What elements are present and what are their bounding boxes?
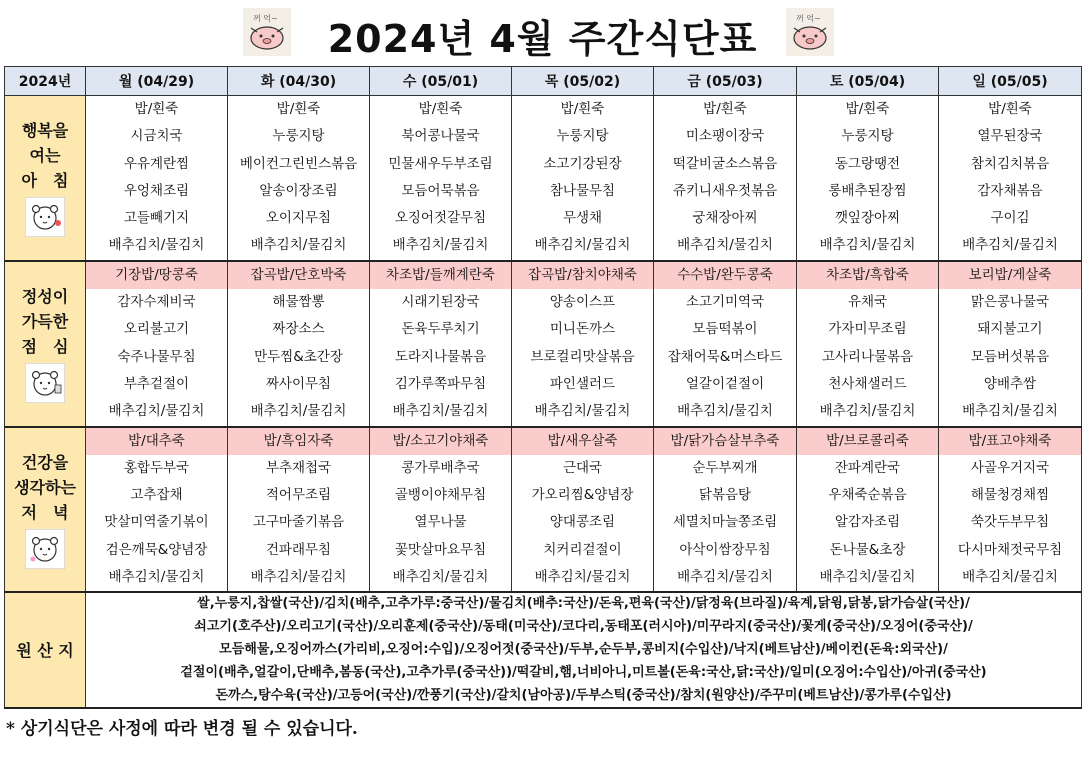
meal-main-item: 밥/새우살죽	[512, 428, 653, 455]
meal-main-item: 잡곡밥/단호박죽	[228, 262, 369, 289]
day-header: 화 (04/30)	[228, 67, 370, 96]
day-cell	[512, 427, 654, 593]
meal-item: 무생채	[562, 210, 603, 227]
meal-label-breakfast: 행복을 여는 아 침	[5, 96, 86, 261]
meal-item: 미니돈까스	[549, 321, 616, 338]
pig-mascot-icon	[786, 8, 834, 56]
origin-line: 겉절이(배추,얼갈이,단배추,봄동(국산),고추가루(중국산))/떡갈비,햄,너비아니,미트볼(돈육:국산,닭:국산)/일미(오징어:수입산)/아귀(중국산)	[180, 664, 987, 680]
meal-item: 배추김치/물김치	[677, 569, 773, 586]
meal-item: 고사리나물볶음	[821, 348, 914, 365]
meal-item: 롱배추된장찜	[828, 182, 907, 199]
meal-item: 배추김치/물김치	[534, 403, 631, 420]
day-cell	[939, 427, 1082, 593]
meal-item: 맑은콩나물국	[970, 294, 1050, 311]
meal-item: 시금치국	[130, 128, 183, 145]
day-cell	[654, 427, 797, 593]
meal-item: 적어무조림	[265, 487, 332, 504]
bear-mascot-icon	[25, 529, 65, 569]
meal-item: 건파래무침	[265, 541, 332, 558]
meal-item: 배추김치/물김치	[534, 569, 631, 586]
meal-item: 사골우거지국	[970, 459, 1050, 476]
meal-item: 배추김치/물김치	[534, 237, 631, 254]
day-cell	[512, 261, 654, 427]
meal-item: 다시마채젓국무침	[957, 541, 1063, 558]
meal-row-lunch	[5, 261, 1082, 427]
meal-item: 배추김치/물김치	[108, 237, 205, 254]
meal-item: 잡채어묵&머스타드	[667, 348, 783, 365]
meal-item: 홍합두부국	[123, 459, 190, 476]
meal-item: 배추김치/물김치	[108, 403, 205, 420]
meal-item: 오징어젓갈무침	[394, 210, 487, 227]
meal-item: 소고기강된장	[543, 155, 622, 172]
meal-item: 모듬떡볶이	[692, 321, 758, 338]
meal-item: 고들빼기지	[123, 210, 190, 227]
meal-label-dinner: 건강을 생각하는 저 녁	[5, 427, 86, 593]
meal-item: 해물청경채찜	[970, 487, 1050, 504]
meal-item: 배추김치/물김치	[250, 403, 347, 420]
meal-item: 천사채샐러드	[828, 375, 907, 392]
meal-item: 닭볶음탕	[698, 487, 752, 504]
meal-item: 배추김치/물김치	[962, 237, 1058, 254]
day-cell	[939, 96, 1082, 261]
meal-main-item: 밥/흰죽	[560, 101, 605, 117]
title-row	[0, 0, 1085, 66]
day-header: 금 (05/03)	[654, 67, 797, 96]
meal-item: 가오리찜&양념장	[531, 487, 634, 504]
meal-item: 시래기된장국	[401, 294, 480, 311]
day-header: 목 (05/02)	[512, 67, 654, 96]
origin-line: 쇠고기(호주산)/오리고기(국산)/오리훈제(중국산)/동태(미국산)/코다리,동태포(러시아)/미꾸라지(중국산)/꽃게(중국산)/오징어(중국산)/	[194, 619, 973, 635]
meal-item: 배추김치/물김치	[819, 237, 916, 254]
meal-item: 배추김치/물김치	[819, 569, 916, 586]
meal-item: 배추김치/물김치	[250, 569, 347, 586]
meal-item: 잔파계란국	[834, 459, 901, 476]
meal-item: 콩가루배추국	[401, 459, 480, 476]
meal-item: 소고기미역국	[685, 294, 765, 311]
header-row	[5, 67, 1082, 96]
day-cell	[370, 427, 512, 593]
meal-item: 아삭이쌈장무침	[679, 541, 771, 558]
meal-item: 배추김치/물김치	[392, 569, 489, 586]
day-cell	[370, 261, 512, 427]
meal-row-breakfast	[5, 96, 1082, 261]
meal-item: 검은깨묵&양념장	[105, 541, 208, 558]
day-cell	[228, 427, 370, 593]
meal-item: 숙주나물무침	[117, 348, 196, 365]
day-cell	[939, 261, 1082, 427]
svg-text:꺼 억~: 꺼 억~	[796, 14, 821, 23]
meal-main-item: 밥/대추죽	[86, 428, 227, 455]
meal-row-dinner	[5, 427, 1082, 593]
day-header: 월 (04/29)	[86, 67, 228, 96]
meal-item: 우채죽순볶음	[828, 487, 907, 504]
day-cell	[512, 96, 654, 261]
meal-item: 참치김치볶음	[970, 155, 1050, 172]
meal-main-item: 잡곡밥/참치야채죽	[512, 262, 653, 289]
meal-item: 쥬키니새우젓볶음	[672, 182, 778, 199]
meal-item: 배추김치/물김치	[962, 403, 1058, 420]
meal-item: 파인샐러드	[549, 375, 616, 392]
meal-item: 참나물무침	[549, 182, 616, 199]
meal-item: 짜사이무침	[265, 375, 332, 392]
meal-item: 감자채볶음	[977, 182, 1043, 199]
meal-item: 양대콩조림	[549, 514, 616, 531]
meal-item: 모듬어묵볶음	[401, 182, 480, 199]
meal-item: 오리불고기	[123, 321, 190, 338]
meal-label-lunch: 정성이 가득한 점 심	[5, 261, 86, 427]
origin-label: 원 산 지	[5, 592, 86, 708]
meal-item: 맛살미역줄기볶이	[104, 514, 209, 531]
day-cell	[797, 96, 939, 261]
meal-item: 배추김치/물김치	[677, 403, 773, 420]
meal-main-item: 차조밥/흑합죽	[797, 262, 938, 289]
meal-item: 베이컨그린빈스볶음	[239, 155, 358, 172]
meal-item: 근대국	[562, 459, 603, 476]
origin-line: 돈까스,탕수육(국산)/고등어(국산)/깐풍기(국산)/갈치(남아공)/두부스틱(중국산)/참치(원양산)/주꾸미(베트남산)/콩가루(수입산)	[215, 687, 952, 703]
meal-item: 배추김치/물김치	[819, 403, 916, 420]
meal-main-item: 밥/소고기야채죽	[370, 428, 511, 455]
meal-item: 순두부찌개	[692, 459, 758, 476]
meal-item: 북어콩나물국	[401, 128, 480, 145]
meal-item: 부추겉절이	[123, 375, 190, 392]
meal-item: 쑥갓두부무침	[970, 514, 1050, 531]
meal-item: 짜장소스	[272, 321, 325, 338]
day-cell	[228, 261, 370, 427]
svg-text:꺼 억~: 꺼 억~	[253, 14, 278, 23]
day-cell	[797, 261, 939, 427]
meal-item: 부추재첩국	[265, 459, 332, 476]
meal-main-item: 수수밥/완두콩죽	[654, 262, 796, 289]
meal-item: 알감자조림	[834, 514, 901, 531]
bear-mascot-icon	[25, 363, 65, 403]
meal-item: 치커리겉절이	[543, 541, 622, 558]
day-cell	[654, 96, 797, 261]
meal-item: 얼갈이겉절이	[685, 375, 765, 392]
meal-item: 양송이스프	[549, 294, 616, 311]
meal-item: 궁채장아찌	[692, 210, 758, 227]
meal-item: 감자수제비국	[117, 294, 196, 311]
meal-item: 누룽지탕	[841, 128, 894, 145]
day-header: 일 (05/05)	[939, 67, 1082, 96]
meal-main-item: 밥/흰죽	[703, 101, 747, 117]
meal-main-item: 밥/닭가슴살부추죽	[654, 428, 796, 455]
meal-main-item: 밥/흰죽	[276, 101, 321, 117]
footnote: * 상기식단은 사정에 따라 변경 될 수 있습니다.	[6, 719, 358, 739]
meal-item: 꽃맛살마요무침	[394, 541, 487, 558]
meal-item: 돈나물&초장	[829, 541, 906, 558]
meal-item: 열무된장국	[977, 128, 1043, 145]
meal-item: 배추김치/물김치	[677, 237, 773, 254]
meal-item: 돼지불고기	[977, 321, 1043, 338]
meal-item: 깻잎장아찌	[834, 210, 901, 227]
meal-item: 돈육두루치기	[401, 321, 480, 338]
origin-line: 모듬해물,오징어까스(가리비,오징어:수입)/오징어젓(중국산)/두부,순두부,콩비지(수입산)/낙지(베트남산)/베이컨(돈육:외국산)/	[219, 641, 948, 657]
meal-main-item: 밥/흰죽	[988, 101, 1032, 117]
meal-item: 가자미무조림	[828, 321, 907, 338]
meal-item: 구이김	[990, 210, 1030, 227]
meal-item: 배추김치/물김치	[962, 569, 1058, 586]
origin-line: 쌀,누룽지,찹쌀(국산)/김치(배추,고추가루:중국산)/물김치(배추:국산)/돈육,편육(국산)/닭정육(브라질)/육계,닭윙,닭봉,닭가슴살(국산)/	[197, 596, 970, 612]
meal-item: 우엉채조림	[123, 182, 190, 199]
day-cell	[797, 427, 939, 593]
meal-item: 열무나물	[414, 514, 467, 531]
meal-item: 배추김치/물김치	[392, 237, 489, 254]
meal-item: 배추김치/물김치	[108, 569, 205, 586]
origin-row	[5, 592, 1082, 708]
day-header: 수 (05/01)	[370, 67, 512, 96]
day-cell	[370, 96, 512, 261]
meal-item: 만두찜&초간장	[254, 348, 343, 365]
day-cell	[86, 96, 228, 261]
meal-item: 김가루쪽파무침	[394, 375, 487, 392]
year-header: 2024년	[5, 67, 86, 96]
meal-main-item: 밥/흰죽	[418, 101, 463, 117]
meal-main-item: 밥/표고야채죽	[939, 428, 1081, 455]
meal-item: 고구마줄기볶음	[252, 514, 345, 531]
meal-main-item: 밥/흰죽	[134, 101, 179, 117]
day-cell	[228, 96, 370, 261]
day-cell	[654, 261, 797, 427]
meal-item: 골뱅이야채무침	[394, 487, 487, 504]
bear-mascot-icon	[25, 197, 65, 237]
meal-main-item: 차조밥/들깨계란죽	[370, 262, 511, 289]
meal-item: 모듬버섯볶음	[970, 348, 1050, 365]
page-title: 2024년 4월 주간식단표	[327, 17, 758, 61]
meal-item: 브로컬리맛살볶음	[530, 348, 635, 365]
meal-main-item: 밥/흑임자죽	[228, 428, 369, 455]
day-header: 토 (05/04)	[797, 67, 939, 96]
meal-item: 동그랑땡전	[834, 155, 901, 172]
meal-main-item: 밥/흰죽	[845, 101, 890, 117]
meal-item: 우유계란찜	[123, 155, 190, 172]
meal-item: 알송이장조림	[259, 182, 338, 199]
menu-table	[4, 66, 1082, 709]
meal-item: 떡갈비굴소스볶음	[672, 155, 778, 172]
meal-main-item: 밥/브로콜리죽	[797, 428, 938, 455]
meal-item: 도라지나물볶음	[394, 348, 487, 365]
meal-main-item: 기장밥/땅콩죽	[86, 262, 227, 289]
meal-item: 오이지무침	[265, 210, 332, 227]
day-cell	[86, 427, 228, 593]
meal-item: 고추잡채	[130, 487, 183, 504]
meal-item: 유채국	[847, 294, 888, 311]
meal-item: 배추김치/물김치	[392, 403, 489, 420]
meal-item: 누룽지탕	[556, 128, 609, 145]
meal-main-item: 보리밥/게살죽	[939, 262, 1081, 289]
meal-item: 세멸치마늘쫑조림	[672, 514, 778, 531]
meal-item: 양배추쌈	[983, 375, 1037, 392]
meal-item: 민물새우두부조림	[388, 155, 493, 172]
meal-item: 누룽지탕	[272, 128, 325, 145]
meal-item: 미소팽이장국	[685, 128, 765, 145]
day-cell	[86, 261, 228, 427]
meal-item: 해물짬뽕	[272, 294, 325, 311]
origin-text	[86, 592, 1082, 708]
meal-item: 배추김치/물김치	[250, 237, 347, 254]
